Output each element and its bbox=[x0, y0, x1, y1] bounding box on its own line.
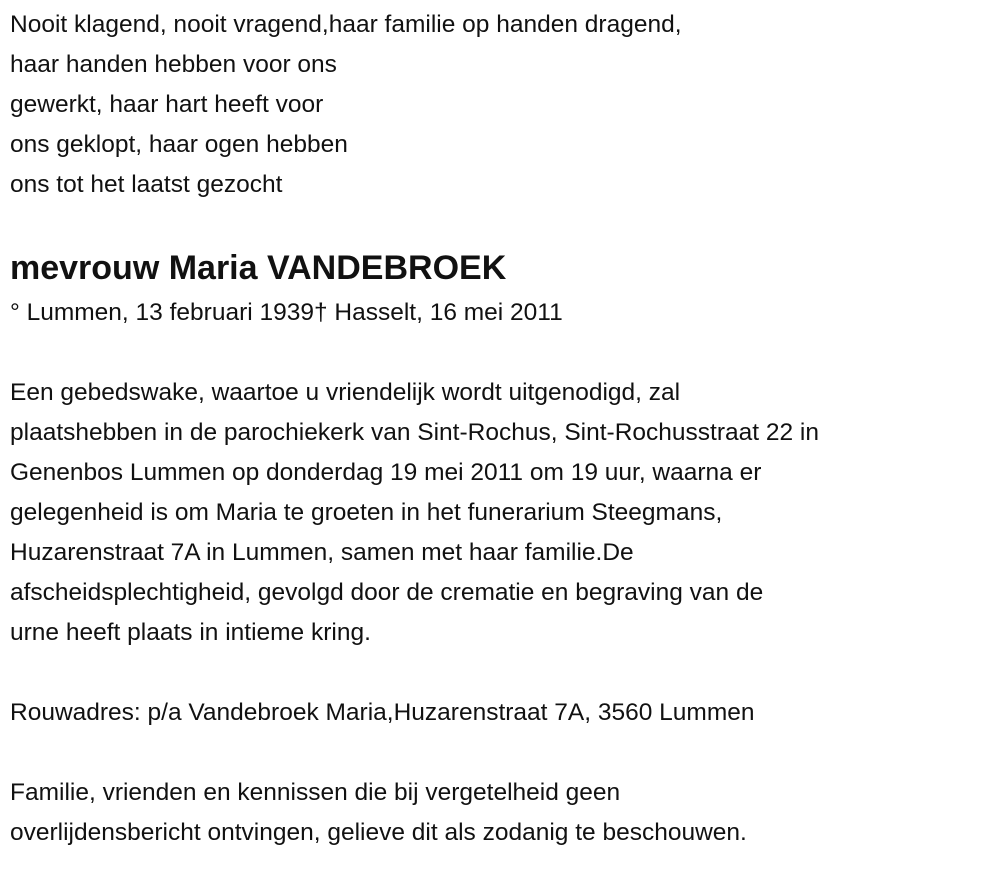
poem-line: ons tot het laatst gezocht bbox=[10, 171, 283, 198]
birth-death-dates: ° Lummen, 13 februari 1939† Hasselt, 16 mei 2011 bbox=[10, 299, 563, 326]
paragraph-line: Genenbos Lummen op donderdag 19 mei 2011 om 19 uur, waarna er bbox=[10, 459, 762, 486]
paragraph-line: plaatshebben in de parochiekerk van Sint-Rochus, Sint-Rochusstraat 22 in bbox=[10, 419, 819, 446]
paragraph-line: Huzarenstraat 7A in Lummen, samen met haar familie.De bbox=[10, 539, 634, 566]
poem-line: gewerkt, haar hart heeft voor bbox=[10, 91, 324, 118]
paragraph-line: Een gebedswake, waartoe u vriendelijk wordt uitgenodigd, zal bbox=[10, 379, 681, 406]
paragraph-line: gelegenheid is om Maria te groeten in het funerarium Steegmans, bbox=[10, 499, 723, 526]
closing-line: overlijdensbericht ontvingen, gelieve dit als zodanig te beschouwen. bbox=[10, 819, 747, 846]
closing-line: Familie, vrienden en kennissen die bij vergetelheid geen bbox=[10, 779, 621, 806]
mourning-address: Rouwadres: p/a Vandebroek Maria,Huzarenstraat 7A, 3560 Lummen bbox=[10, 699, 755, 726]
deceased-name: mevrouw Maria VANDEBROEK bbox=[10, 249, 507, 287]
paragraph-line: urne heeft plaats in intieme kring. bbox=[10, 619, 371, 646]
poem-line: ons geklopt, haar ogen hebben bbox=[10, 131, 348, 158]
poem-line: Nooit klagend, nooit vragend,haar familie op handen dragend, bbox=[10, 11, 682, 38]
poem-line: haar handen hebben voor ons bbox=[10, 51, 337, 78]
paragraph-line: afscheidsplechtigheid, gevolgd door de crematie en begraving van de bbox=[10, 579, 764, 606]
